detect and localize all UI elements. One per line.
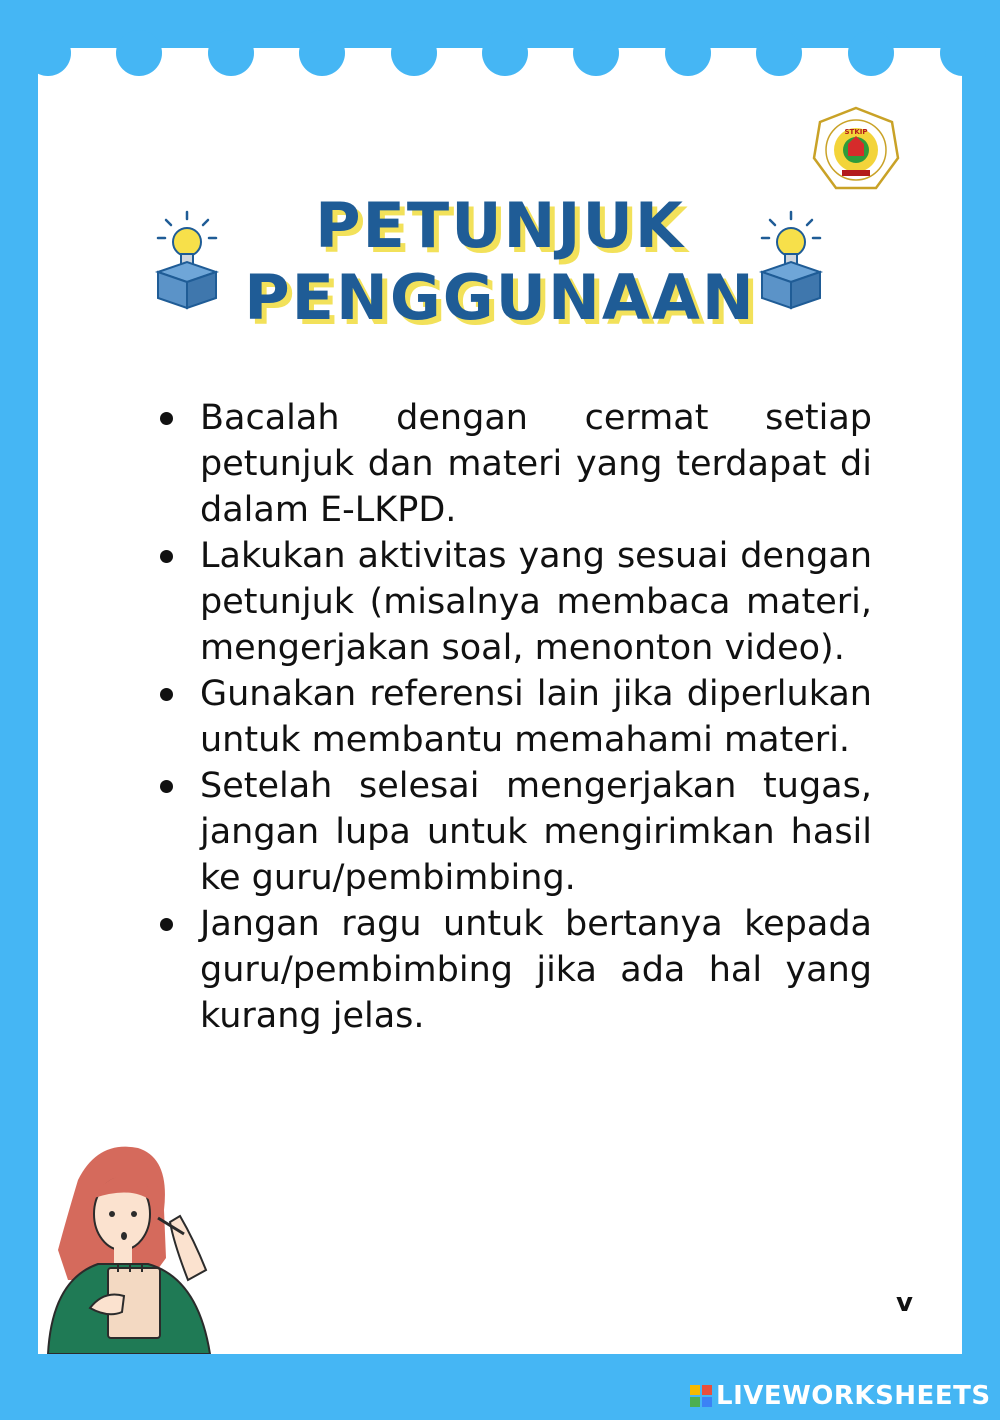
logo-label: STKIP xyxy=(844,128,868,136)
title-line-1: PETUNJUK xyxy=(315,189,685,262)
list-item xyxy=(160,901,872,1039)
liveworksheets-logo-icon xyxy=(690,1385,712,1407)
page-title xyxy=(200,190,800,334)
bullet-icon xyxy=(160,780,173,793)
list-item xyxy=(160,671,872,763)
liveworksheets-brand[interactable] xyxy=(690,1378,991,1414)
bullet-icon xyxy=(160,688,173,701)
instruction-text: Setelah selesai mengerjakan tugas, jangan lupa untuk mengirimkan hasil ke guru/pembimbing. xyxy=(200,766,872,898)
list-item xyxy=(160,395,872,533)
thinking-girl-illustration xyxy=(38,1140,228,1354)
school-seal-icon xyxy=(812,106,900,194)
title-line-2: PENGGUNAAN xyxy=(244,261,756,334)
instruction-list xyxy=(160,395,872,1039)
list-item xyxy=(160,533,872,671)
bullet-icon xyxy=(160,918,173,931)
page-number: v xyxy=(896,1288,913,1318)
bullet-icon xyxy=(160,412,173,425)
list-item xyxy=(160,763,872,901)
instruction-text: Bacalah dengan cermat setiap petunjuk dan materi yang terdapat di dalam E-LKPD. xyxy=(200,398,872,530)
instruction-text: Jangan ragu untuk bertanya kepada guru/pembimbing jika ada hal yang kurang jelas. xyxy=(200,904,872,1036)
brand-name: LIVEWORKSHEETS xyxy=(716,1381,991,1411)
bullet-icon xyxy=(160,550,173,563)
instruction-text: Gunakan referensi lain jika diperlukan untuk membantu memahami materi. xyxy=(200,674,872,760)
instruction-text: Lakukan aktivitas yang sesuai dengan petunjuk (misalnya membaca materi, mengerjakan soal, menonton video). xyxy=(200,536,872,668)
